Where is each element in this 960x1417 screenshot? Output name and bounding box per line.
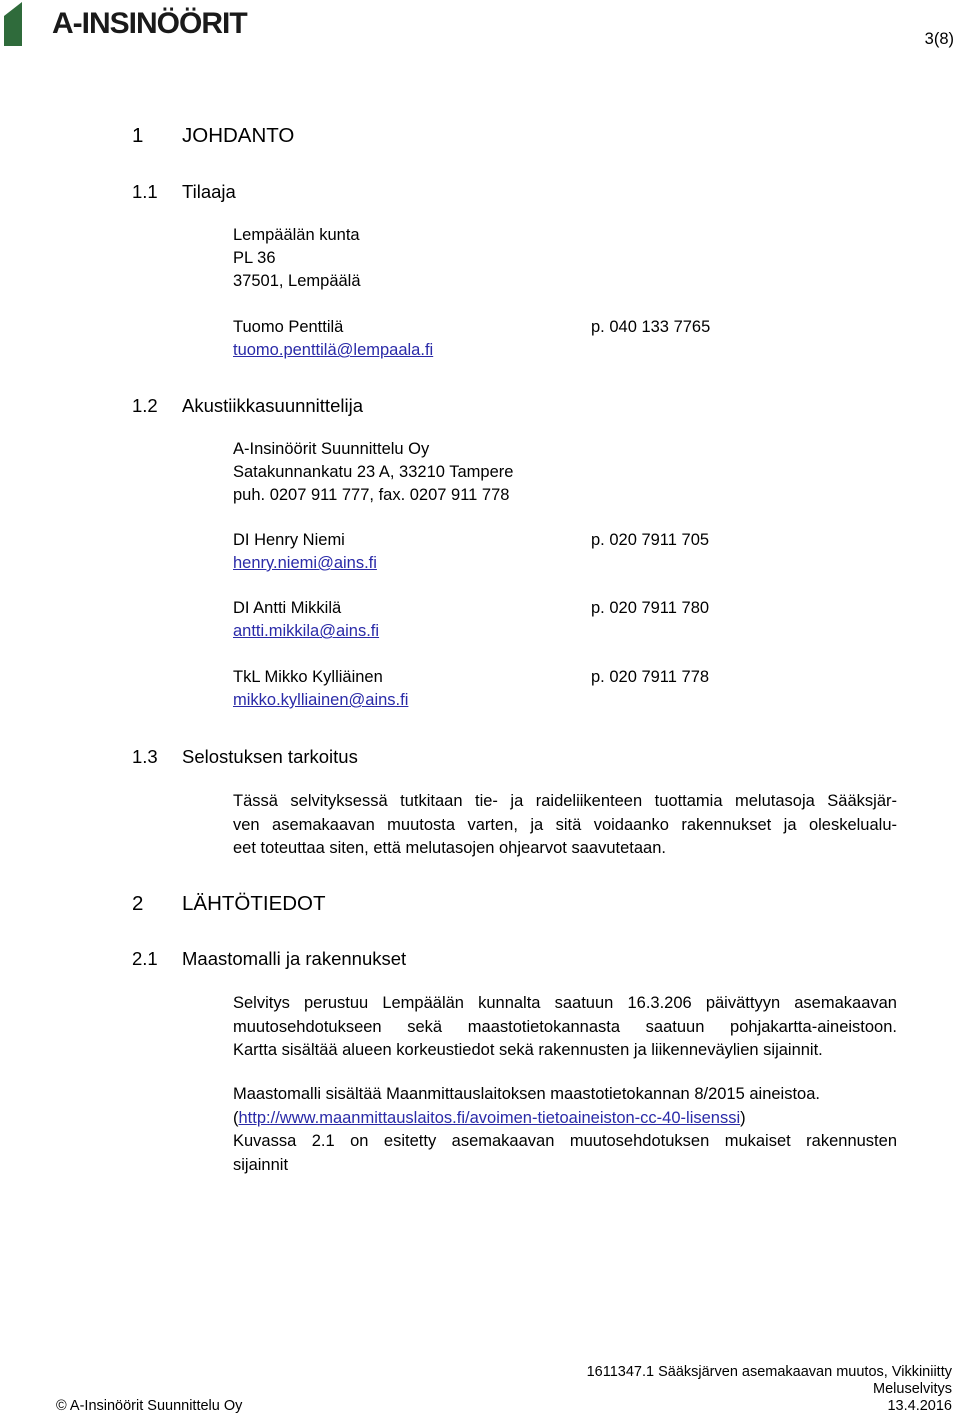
- heading-number: 1.3: [132, 746, 158, 767]
- client-contact-email-link[interactable]: tuomo.penttilä@lempaala.fi: [233, 341, 434, 359]
- heading-title: JOHDANTO: [182, 124, 295, 147]
- heading-number: 1.1: [132, 181, 158, 202]
- person-name: DI Henry Niemi: [233, 531, 345, 549]
- footer-report-type: Meluselvitys: [873, 1381, 952, 1397]
- person-email-link[interactable]: mikko.kylliainen@ains.fi: [233, 691, 409, 709]
- client-contact-phone: p. 040 133 7765: [591, 318, 711, 336]
- consultant-address-line: puh. 0207 911 777, fax. 0207 911 778: [233, 486, 510, 504]
- paragraph-line: sijainnit: [233, 1155, 289, 1174]
- heading-title: Tilaaja: [182, 181, 236, 202]
- consultant-address-line: Satakunnankatu 23 A, 33210 Tampere: [233, 463, 514, 481]
- person-phone: p. 020 7911 778: [591, 668, 710, 686]
- person-phone: p. 020 7911 780: [591, 599, 710, 617]
- heading-number: 1: [132, 124, 144, 147]
- company-logo: [4, 2, 247, 46]
- paragraph-line: Tässä selvityksessä tutkitaan tie- ja raideliikenteen tuottamia melutasoja Sääksjär-: [233, 792, 897, 810]
- client-address-line: Lempäälän kunta: [233, 226, 360, 244]
- person-email-link[interactable]: henry.niemi@ains.fi: [233, 554, 377, 572]
- heading-2: [0, 892, 960, 918]
- client-contact-name: Tuomo Penttilä: [233, 318, 344, 336]
- paragraph-line: Maastomalli sisältää Maanmittauslaitoksen maastotietokannan 8/2015 aineistoa.: [233, 1085, 820, 1103]
- client-address-line: 37501, Lempäälä: [233, 272, 361, 290]
- footer-copyright: © A-Insinöörit Suunnittelu Oy: [56, 1398, 243, 1414]
- paragraph-line: Kartta sisältää alueen korkeustiedot sekä rakennusten ja liikenneväylien sijainnit.: [233, 1041, 823, 1059]
- paragraph-line: Selvitys perustuu Lempäälän kunnalta saatuun 16.3.206 päivättyyn asemakaavan: [233, 994, 897, 1012]
- person-phone: p. 020 7911 705: [591, 531, 710, 549]
- license-link[interactable]: http://www.maanmittauslaitos.fi/avoimen-tietoaineiston-cc-40-lisenssi: [238, 1108, 741, 1127]
- heading-2-1: [0, 948, 960, 972]
- purpose-paragraph: [233, 790, 897, 861]
- page-number: 3(8): [924, 30, 954, 48]
- footer-date: 13.4.2016: [887, 1398, 952, 1414]
- paren-open: (: [233, 1108, 239, 1127]
- person-name: TkL Mikko Kylliäinen: [233, 668, 383, 686]
- terrain-paragraph-1: [233, 992, 897, 1063]
- heading-title: LÄHTÖTIEDOT: [182, 892, 326, 915]
- license-link-line: [233, 1107, 897, 1131]
- heading-1-2: [0, 395, 960, 419]
- person-email-link[interactable]: antti.mikkila@ains.fi: [233, 622, 380, 640]
- heading-title: Maastomalli ja rakennukset: [182, 948, 407, 969]
- heading-number: 2: [132, 892, 144, 915]
- heading-1: [0, 124, 960, 150]
- paragraph-line: eet toteuttaa siten, että melutasojen ohjearvot saavutetaan.: [233, 839, 666, 857]
- heading-title: Selostuksen tarkoitus: [182, 746, 358, 767]
- heading-1-3: [0, 746, 960, 770]
- person-name: DI Antti Mikkilä: [233, 599, 342, 617]
- paragraph-line: muutosehdotukseen sekä maastotietokannasta saatuun pohjakartta-aineistoon.: [233, 1017, 897, 1036]
- client-address-line: PL 36: [233, 249, 276, 267]
- consultant-address-line: A-Insinöörit Suunnittelu Oy: [233, 440, 430, 458]
- paragraph-line: Kuvassa 2.1 on esitetty asemakaavan muutosehdotuksen mukaiset rakennusten: [233, 1132, 897, 1150]
- terrain-paragraph-2: [233, 1083, 897, 1177]
- heading-number: 2.1: [132, 948, 158, 969]
- paragraph-line: ven asemakaavan muutosta varten, ja sitä voidaanko rakennukset ja oleskelualu-: [233, 815, 897, 834]
- footer-project-line: 1611347.1 Sääksjärven asemakaavan muutos, Vikkiniitty: [586, 1364, 952, 1380]
- heading-number: 1.2: [132, 395, 158, 416]
- heading-1-1: [0, 181, 960, 205]
- heading-title: Akustiikkasuunnittelija: [182, 395, 363, 416]
- paren-close: ): [740, 1108, 746, 1127]
- logo-mark-icon: [4, 2, 48, 46]
- logo-text: A-INSINÖÖRIT: [52, 7, 247, 40]
